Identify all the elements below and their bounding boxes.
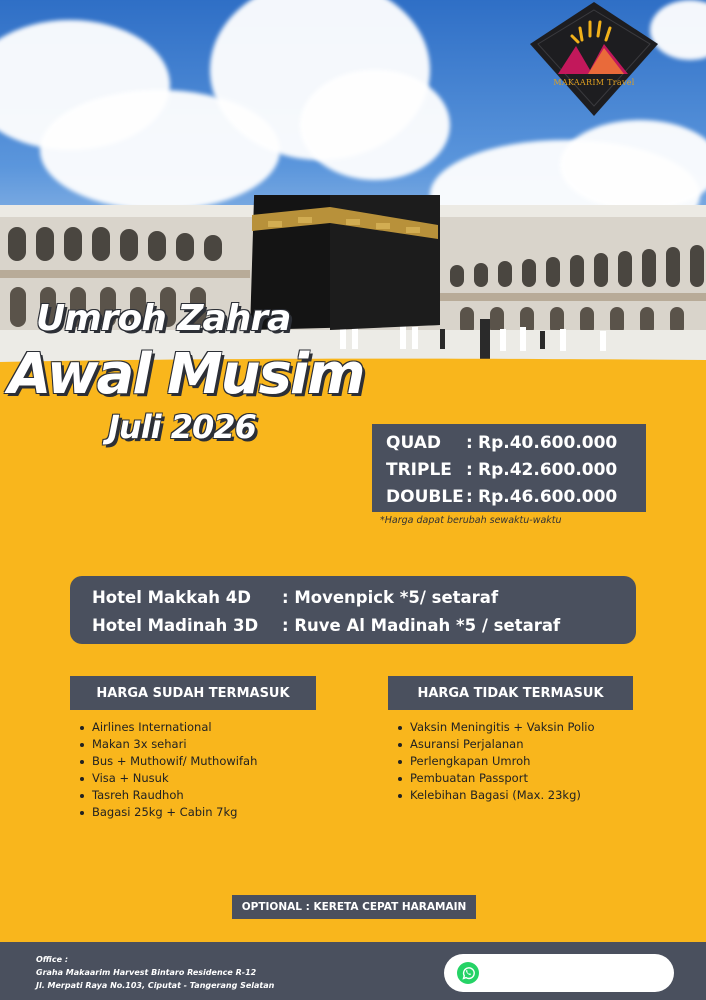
price-row-double bbox=[386, 483, 646, 510]
price-row-triple bbox=[386, 456, 646, 483]
separator: : bbox=[282, 615, 295, 635]
hotel-row-makkah bbox=[92, 583, 636, 611]
hotel-name: Hotel Makkah 4D bbox=[92, 587, 251, 607]
list-item: Vaksin Meningitis + Vaksin Polio bbox=[396, 719, 595, 736]
list-item: Asuransi Perjalanan bbox=[396, 736, 595, 753]
price-note: *Harga dapat berubah sewaktu-waktu bbox=[380, 515, 562, 526]
room-price: Rp.40.600.000 bbox=[478, 432, 618, 453]
title-line-2: Awal Musim bbox=[8, 342, 364, 407]
address-line-1: Graha Makaarim Harvest Bintaro Residence R-12 bbox=[36, 968, 257, 977]
logo-text: MAKAARIM Travel bbox=[553, 78, 635, 87]
included-list bbox=[78, 719, 257, 821]
list-item: Airlines International bbox=[78, 719, 257, 736]
title-line-3: Juli 2026 bbox=[108, 408, 256, 446]
room-type: TRIPLE bbox=[386, 459, 452, 480]
price-table bbox=[372, 424, 646, 512]
address-line-2: Jl. Merpati Raya No.103, Ciputat - Tangerang Selatan bbox=[36, 981, 275, 990]
hotel-info bbox=[70, 576, 636, 644]
room-price: Rp.46.600.000 bbox=[478, 486, 618, 507]
included-header: HARGA SUDAH TERMASUK bbox=[70, 676, 316, 710]
office-address bbox=[36, 953, 274, 992]
list-item: Tasreh Raudhoh bbox=[78, 787, 257, 804]
list-item: Bus + Muthowif/ Muthowifah bbox=[78, 753, 257, 770]
hotel-value: Ruve Al Madinah *5 / setaraf bbox=[294, 615, 561, 635]
optional-badge: OPTIONAL : KERETA CEPAT HARAMAIN bbox=[232, 895, 476, 919]
list-item: Kelebihan Bagasi (Max. 23kg) bbox=[396, 787, 595, 804]
whatsapp-icon[interactable] bbox=[456, 961, 480, 985]
price-row-quad bbox=[386, 429, 646, 456]
list-item: Pembuatan Passport bbox=[396, 770, 595, 787]
list-item: Bagasi 25kg + Cabin 7kg bbox=[78, 804, 257, 821]
separator: : bbox=[466, 432, 473, 453]
office-label: Office : bbox=[36, 955, 69, 964]
list-item: Perlengkapan Umroh bbox=[396, 753, 595, 770]
separator: : bbox=[466, 459, 473, 480]
excluded-list bbox=[396, 719, 595, 804]
list-item: Visa + Nusuk bbox=[78, 770, 257, 787]
list-item: Makan 3x sehari bbox=[78, 736, 257, 753]
title-line-1: Umroh Zahra bbox=[36, 298, 291, 339]
room-type: QUAD bbox=[386, 432, 442, 453]
makaarim-logo bbox=[528, 0, 660, 118]
room-price: Rp.42.600.000 bbox=[478, 459, 618, 480]
hotel-value: Movenpick *5/ setaraf bbox=[294, 587, 499, 607]
hotel-name: Hotel Madinah 3D bbox=[92, 615, 259, 635]
separator: : bbox=[466, 486, 473, 507]
hotel-row-madinah bbox=[92, 611, 636, 639]
separator: : bbox=[282, 587, 295, 607]
room-type: DOUBLE bbox=[386, 486, 464, 507]
excluded-header: HARGA TIDAK TERMASUK bbox=[388, 676, 633, 710]
